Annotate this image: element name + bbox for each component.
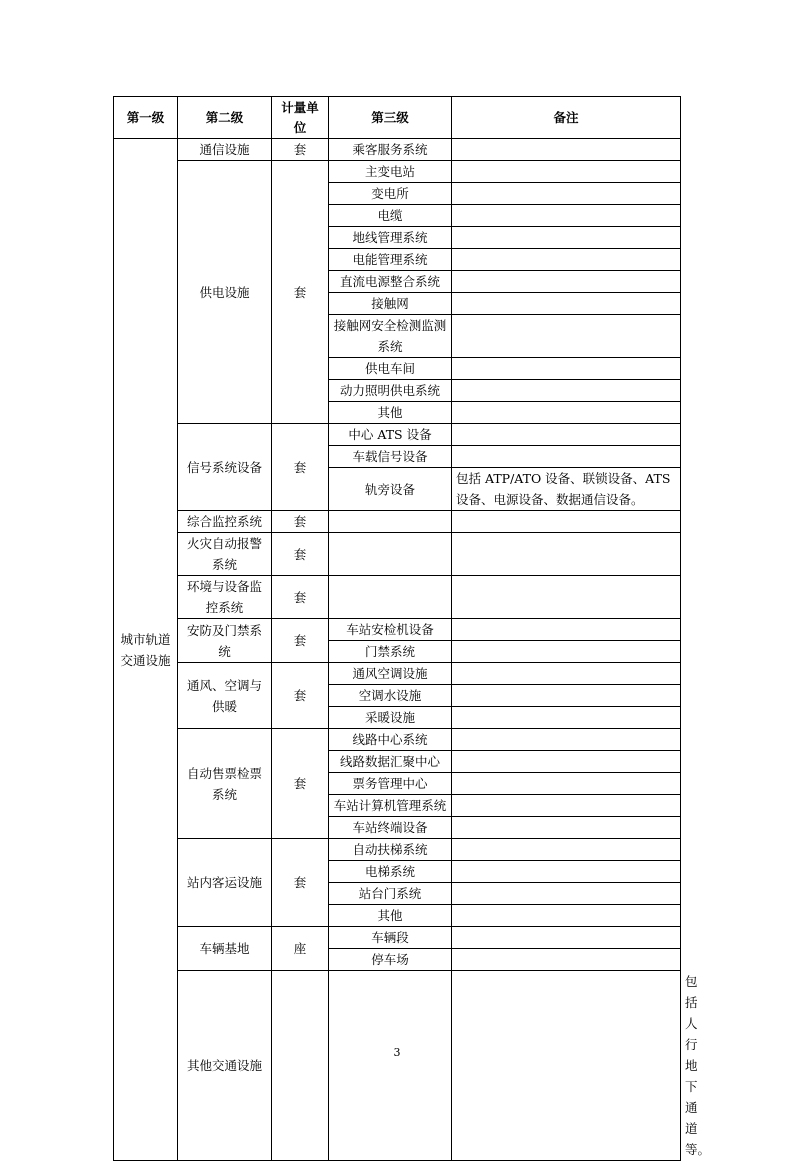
- remarks-cell: [452, 729, 681, 751]
- header-level3: 第三级: [329, 97, 452, 139]
- header-remarks: 备注: [452, 97, 681, 139]
- unit-cell: 套: [272, 663, 329, 729]
- remarks-cell: [452, 161, 681, 183]
- level3-cell: [452, 971, 681, 1161]
- level3-cell: 车站终端设备: [329, 817, 452, 839]
- level3-cell: 采暖设施: [329, 707, 452, 729]
- level3-cell: 地线管理系统: [329, 227, 452, 249]
- level2-cell: [272, 971, 329, 1161]
- remarks-cell: [452, 249, 681, 271]
- table-row: 其他交通设施 包括人行地下通道等。: [114, 971, 681, 1161]
- table-row: [114, 161, 681, 183]
- level3-cell: 其他: [329, 905, 452, 927]
- remarks-cell: [452, 883, 681, 905]
- level2-cell: 环境与设备监控系统: [178, 576, 272, 619]
- remarks-cell: [452, 817, 681, 839]
- table-row: [114, 511, 681, 533]
- remarks-cell: [452, 511, 681, 533]
- remarks-cell: [452, 358, 681, 380]
- remarks-cell: [452, 293, 681, 315]
- unit-cell: [329, 971, 452, 1161]
- level3-cell: 车站安检机设备: [329, 619, 452, 641]
- level3-cell: [329, 533, 452, 576]
- remarks-cell: [452, 424, 681, 446]
- remarks-cell: [452, 271, 681, 293]
- level2-cell: 供电设施: [178, 161, 272, 424]
- level3-cell: 车站计算机管理系统: [329, 795, 452, 817]
- unit-cell: 套: [272, 729, 329, 839]
- header-level1: 第一级: [114, 97, 178, 139]
- level3-cell: 变电所: [329, 183, 452, 205]
- level3-cell: 自动扶梯系统: [329, 839, 452, 861]
- unit-cell: 套: [272, 839, 329, 927]
- level3-cell: 空调水设施: [329, 685, 452, 707]
- level1-other-cell: 其他交通设施: [178, 971, 272, 1161]
- unit-cell: 套: [272, 424, 329, 511]
- level3-cell: 站台门系统: [329, 883, 452, 905]
- level3-cell: [329, 511, 452, 533]
- remarks-cell: [452, 183, 681, 205]
- remarks-cell: [452, 773, 681, 795]
- level3-cell: 线路中心系统: [329, 729, 452, 751]
- remarks-cell: [452, 315, 681, 358]
- table-row: [114, 139, 681, 161]
- unit-cell: 套: [272, 576, 329, 619]
- header-unit: 计量单位: [272, 97, 329, 139]
- remarks-cell: [452, 380, 681, 402]
- remarks-cell: [452, 861, 681, 883]
- facility-classification-table: [113, 96, 711, 1161]
- level3-cell: 其他: [329, 402, 452, 424]
- remarks-cell: 包括 ATP/ATO 设备、联锁设备、ATS 设备、电源设备、数据通信设备。: [452, 468, 681, 511]
- table-row: [114, 424, 681, 446]
- header-row: [114, 97, 681, 139]
- level2-cell: 火灾自动报警系统: [178, 533, 272, 576]
- level3-cell: 供电车间: [329, 358, 452, 380]
- level3-cell: 车辆段: [329, 927, 452, 949]
- level2-cell: 信号系统设备: [178, 424, 272, 511]
- table-row: [114, 533, 681, 576]
- unit-cell: 座: [272, 927, 329, 971]
- table-row: [114, 576, 681, 619]
- page-number: 3: [393, 1046, 401, 1059]
- remarks-cell: [452, 446, 681, 468]
- level3-cell: 直流电源整合系统: [329, 271, 452, 293]
- remarks-cell: [452, 927, 681, 949]
- level3-cell: 线路数据汇聚中心: [329, 751, 452, 773]
- level2-cell: 车辆基地: [178, 927, 272, 971]
- level3-cell: 电缆: [329, 205, 452, 227]
- level3-cell: [329, 576, 452, 619]
- table-row: [114, 619, 681, 641]
- unit-cell: 套: [272, 619, 329, 663]
- table-row: [114, 729, 681, 751]
- remarks-cell: [452, 139, 681, 161]
- level3-cell: 乘客服务系统: [329, 139, 452, 161]
- level3-cell: 门禁系统: [329, 641, 452, 663]
- level3-cell: 电梯系统: [329, 861, 452, 883]
- level3-cell: 轨旁设备: [329, 468, 452, 511]
- level3-cell: 主变电站: [329, 161, 452, 183]
- level1-urban-cell: 城市轨道交通设施: [114, 139, 178, 1161]
- remarks-cell: [452, 685, 681, 707]
- unit-cell: 套: [272, 511, 329, 533]
- level3-cell: 车载信号设备: [329, 446, 452, 468]
- remarks-cell: [452, 949, 681, 971]
- unit-cell: 套: [272, 139, 329, 161]
- remarks-cell: [452, 533, 681, 576]
- table-row: [114, 927, 681, 949]
- level2-cell: 综合监控系统: [178, 511, 272, 533]
- remarks-cell: [452, 663, 681, 685]
- remarks-cell: [452, 205, 681, 227]
- remarks-cell: [452, 707, 681, 729]
- remarks-cell: [452, 905, 681, 927]
- remarks-cell: [452, 576, 681, 619]
- level3-cell: 通风空调设施: [329, 663, 452, 685]
- table-row: [114, 663, 681, 685]
- level3-cell: 停车场: [329, 949, 452, 971]
- header-level2: 第二级: [178, 97, 272, 139]
- remarks-cell: [452, 795, 681, 817]
- level2-cell: 安防及门禁系统: [178, 619, 272, 663]
- level3-cell: 电能管理系统: [329, 249, 452, 271]
- level2-cell: 站内客运设施: [178, 839, 272, 927]
- level3-cell: 接触网安全检测监测系统: [329, 315, 452, 358]
- level3-cell: 动力照明供电系统: [329, 380, 452, 402]
- level2-cell: 自动售票检票系统: [178, 729, 272, 839]
- level2-cell: 通风、空调与供暖: [178, 663, 272, 729]
- remarks-cell: [452, 751, 681, 773]
- remarks-cell: [452, 641, 681, 663]
- unit-cell: 套: [272, 161, 329, 424]
- remarks-cell: [452, 839, 681, 861]
- remarks-cell: [452, 227, 681, 249]
- unit-cell: 套: [272, 533, 329, 576]
- level3-cell: 票务管理中心: [329, 773, 452, 795]
- level3-cell: 接触网: [329, 293, 452, 315]
- remarks-cell: [452, 619, 681, 641]
- level3-cell: 中心 ATS 设备: [329, 424, 452, 446]
- remarks-cell: [452, 402, 681, 424]
- table-row: [114, 839, 681, 861]
- level2-cell: 通信设施: [178, 139, 272, 161]
